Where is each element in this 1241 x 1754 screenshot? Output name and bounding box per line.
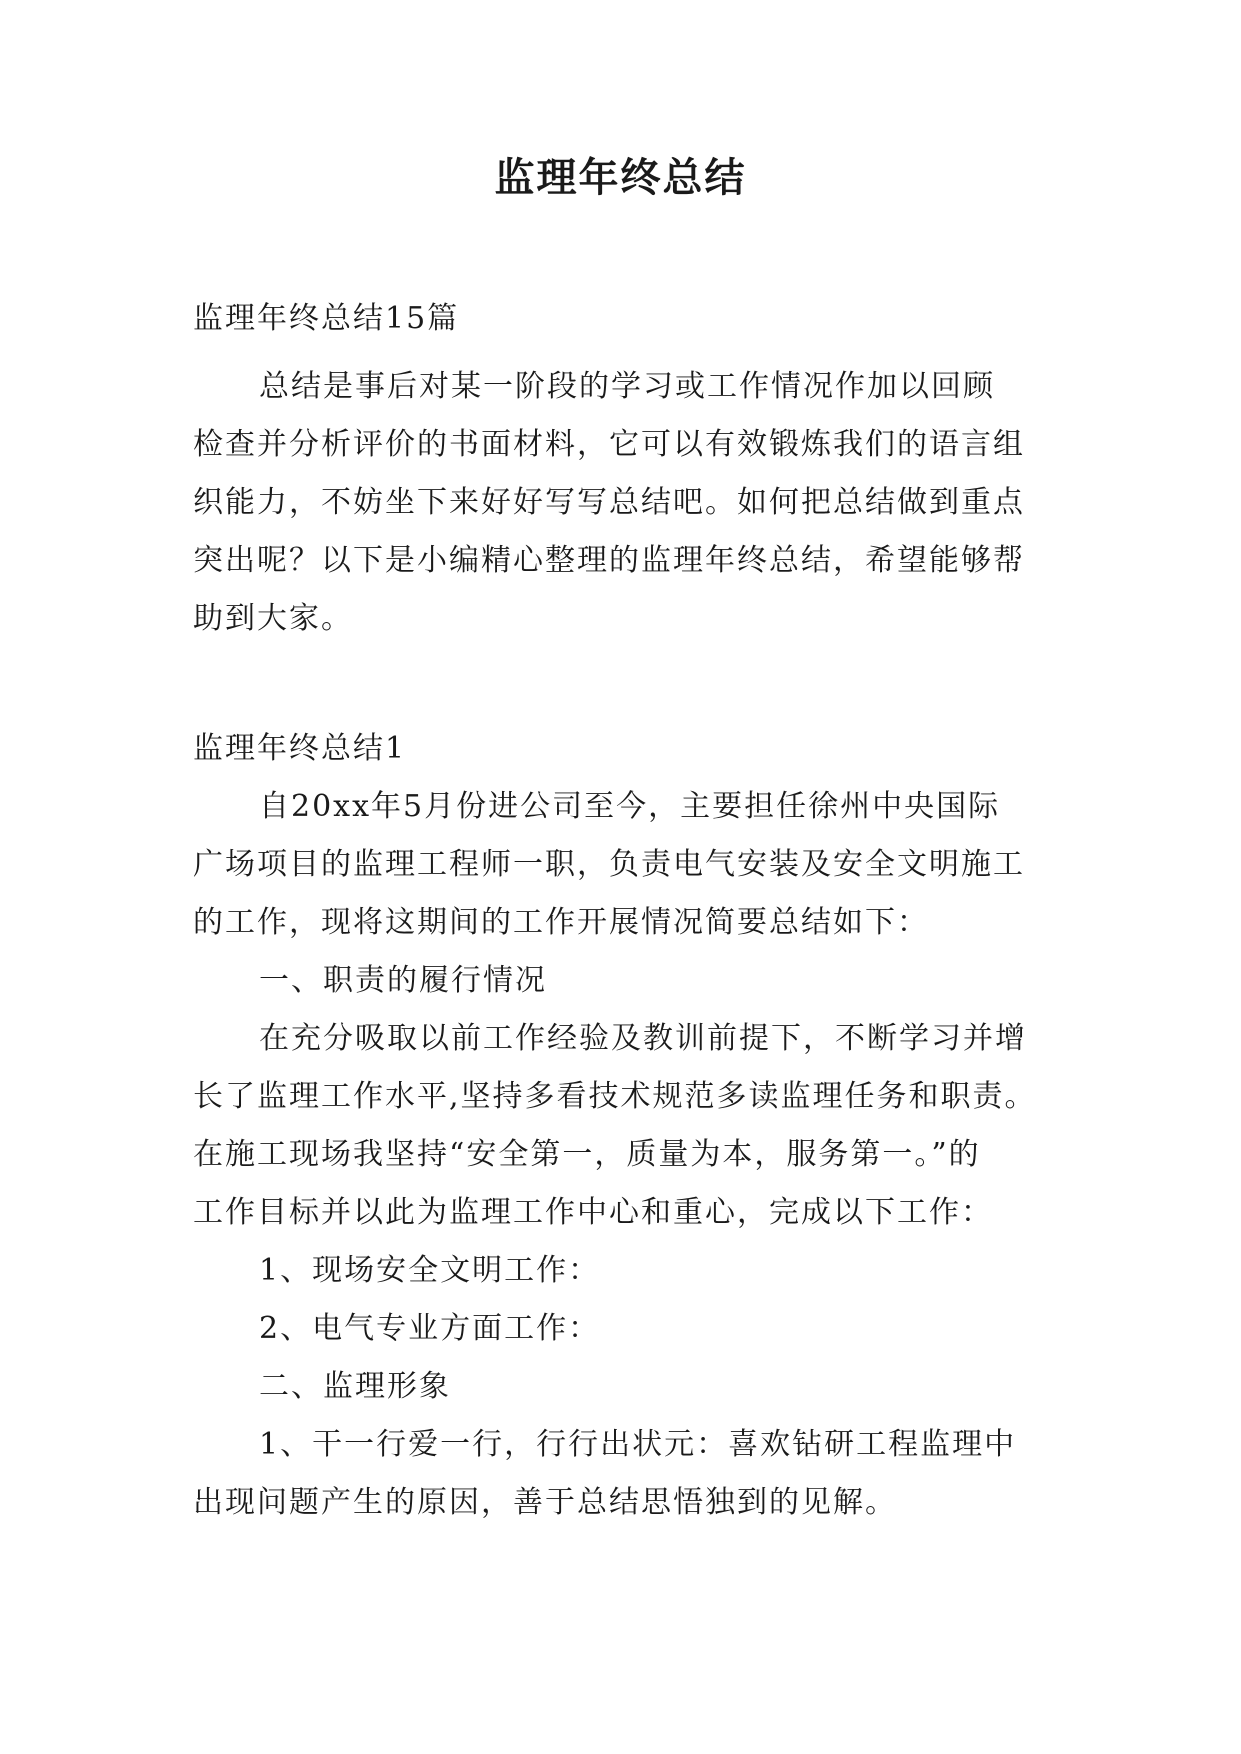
section-line: 在充分吸取以前工作经验及教训前提下，不断学习并增 <box>259 1021 1027 1056</box>
section-line: 1、干一行爱一行，行行出状元：喜欢钻研工程监理中 <box>259 1427 1017 1462</box>
intro-line: 总结是事后对某一阶段的学习或工作情况作加以回顾 <box>259 369 995 404</box>
intro-line: 检查并分析评价的书面材料，它可以有效锻炼我们的语言组 <box>193 427 1025 462</box>
section-line: 2、电气专业方面工作： <box>259 1311 601 1346</box>
section-line: 二、监理形象 <box>259 1369 451 1404</box>
document-title: 监理年终总结 <box>494 155 747 201</box>
section-line: 自20xx年5月份进公司至今，主要担任徐州中央国际 <box>259 789 1001 824</box>
section-heading: 监理年终总结1 <box>193 731 407 766</box>
intro-line: 织能力，不妨坐下来好好写写总结吧。如何把总结做到重点 <box>193 485 1025 520</box>
section-line: 的工作，现将这期间的工作开展情况简要总结如下： <box>193 905 929 940</box>
section-line: 广场项目的监理工程师一职，负责电气安装及安全文明施工 <box>193 847 1025 882</box>
section-line: 一、职责的履行情况 <box>259 963 547 998</box>
document-subtitle: 监理年终总结15篇 <box>193 301 460 336</box>
section-line: 在施工现场我坚持“安全第一，质量为本，服务第一。”的 <box>193 1137 981 1172</box>
section-1 <box>193 720 1058 1532</box>
section-line: 长了监理工作水平,坚持多看技术规范多读监理任务和职责。 <box>193 1079 1037 1114</box>
document-subtitle-block <box>193 290 1058 348</box>
section-line: 工作目标并以此为监理工作中心和重心，完成以下工作： <box>193 1195 993 1230</box>
intro-paragraph <box>193 358 1058 648</box>
section-line: 1、现场安全文明工作： <box>259 1253 601 1288</box>
intro-line: 突出呢？以下是小编精心整理的监理年终总结，希望能够帮 <box>193 543 1025 578</box>
section-line: 出现问题产生的原因，善于总结思悟独到的见解。 <box>193 1485 897 1520</box>
intro-line: 助到大家。 <box>193 601 353 636</box>
